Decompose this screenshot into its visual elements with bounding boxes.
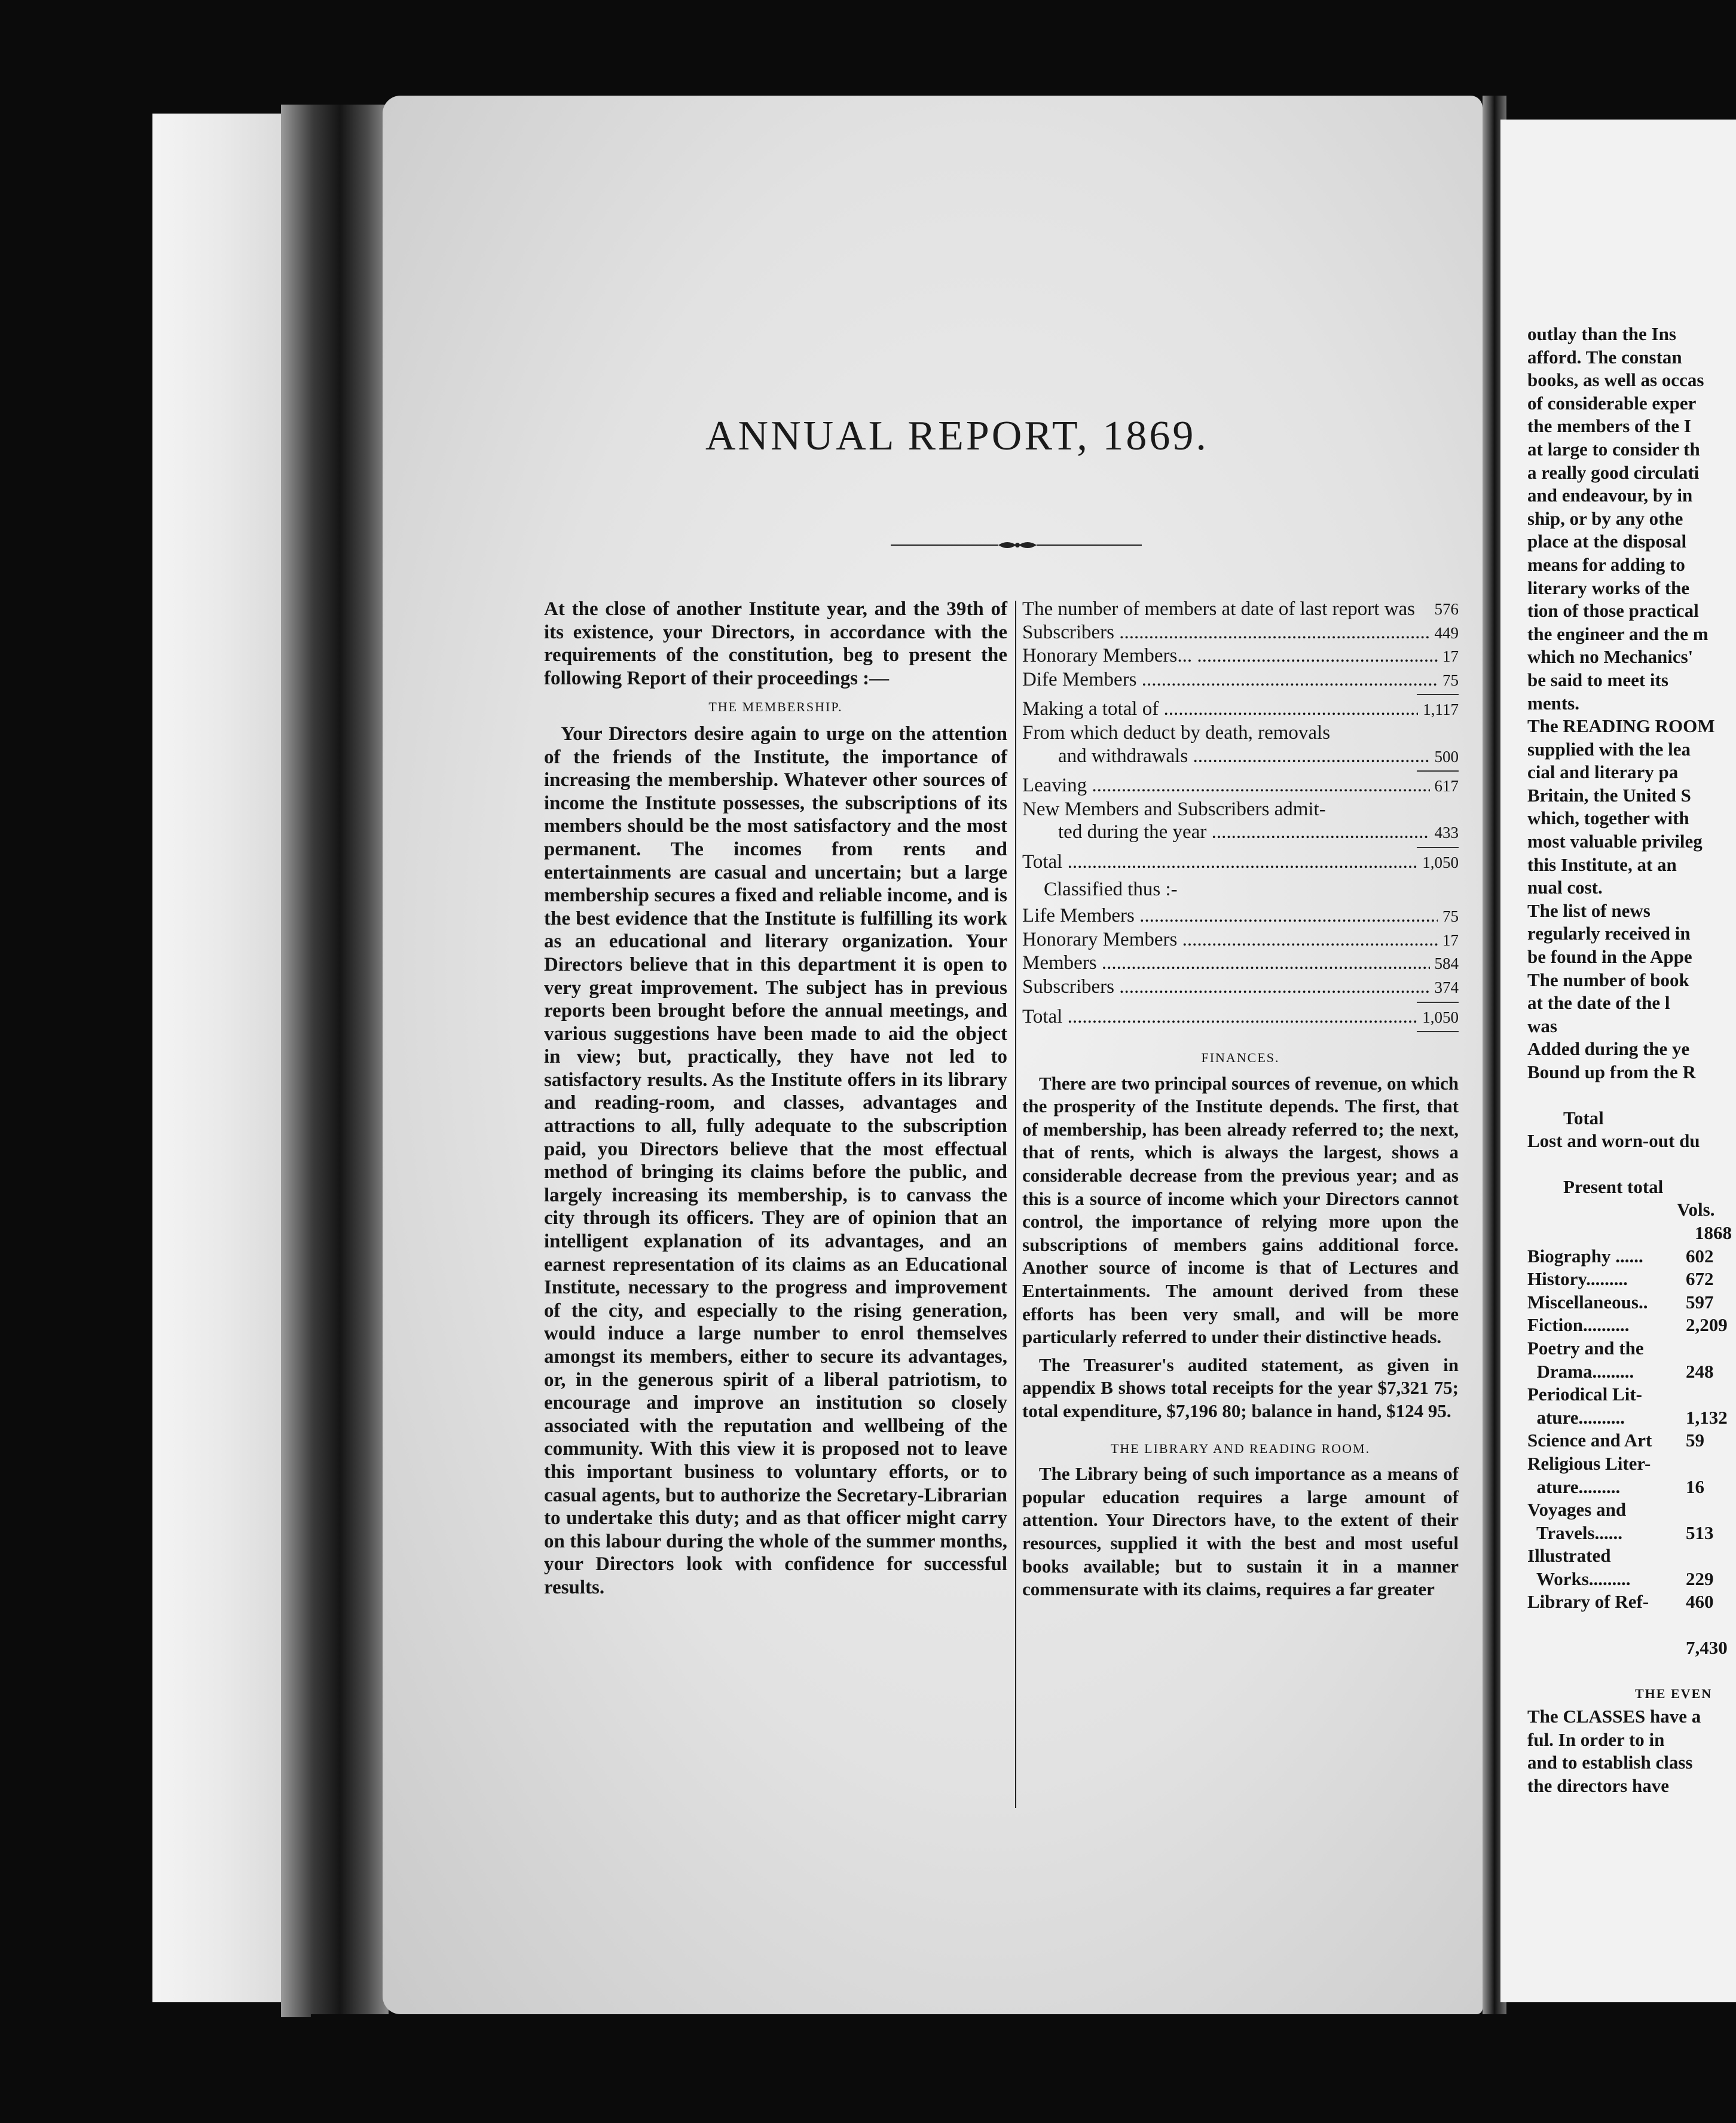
books-count: 16	[1686, 1476, 1704, 1497]
evening-line: ful. In order to in	[1527, 1729, 1665, 1750]
books-table-row	[1527, 1452, 1736, 1476]
column-divider	[1015, 601, 1016, 1808]
books-table-row	[1527, 1360, 1736, 1384]
finances-heading: FINANCES.	[1201, 1050, 1280, 1066]
right-page-line: afford. The constan	[1527, 346, 1682, 368]
books-table-row	[1527, 1314, 1736, 1337]
stat-row: Subscribers ..... 374	[1022, 975, 1459, 999]
members-last-report-value: 576	[1434, 600, 1459, 618]
right-page-line: of considerable exper	[1527, 392, 1697, 414]
books-table-row	[1527, 1268, 1736, 1291]
stat-row: Subscribers ..... 449	[1022, 621, 1459, 645]
new-members-line: New Members and Subscribers admit-	[1022, 798, 1326, 820]
membership-heading: THE MEMBERSHIP.	[708, 699, 843, 715]
books-category: Poetry and the	[1527, 1337, 1644, 1359]
books-table-row	[1527, 1383, 1736, 1406]
stat-row: Dife Members ..... 75	[1022, 668, 1459, 692]
right-page-line: was	[1527, 1015, 1557, 1036]
treasurer-paragraph: The Treasurer's audited statement, as given in appendix B shows total receipts for the year $7,321 75; total expenditure, $7,196 80; balance in hand, $124 95.	[1022, 1354, 1459, 1421]
books-category: History.........	[1527, 1268, 1628, 1290]
stat-row: Honorary Members... ..... 17	[1022, 644, 1459, 668]
books-category: ature..........	[1527, 1406, 1625, 1428]
books-category: Miscellaneous..	[1527, 1291, 1648, 1313]
right-page-line: which, together with	[1527, 807, 1689, 829]
scan-border-bottom	[311, 2014, 1736, 2123]
right-page-line: The list of news	[1527, 900, 1651, 921]
year-header: 1868	[1695, 1222, 1732, 1243]
books-category: Library of Ref-	[1527, 1591, 1649, 1613]
books-category: Biography ......	[1527, 1245, 1643, 1267]
withdrawals-row: and withdrawals ..... 500	[1022, 745, 1459, 769]
stat-row: Members ..... 584	[1022, 952, 1459, 975]
books-table-row	[1527, 1337, 1736, 1360]
right-page-line: ments.	[1527, 692, 1579, 714]
right-page-line: be said to meet its	[1527, 669, 1668, 690]
books-table-row	[1527, 1498, 1736, 1522]
books-table-row	[1527, 1568, 1736, 1591]
library-paragraph: The Library being of such importance as a means of popular education requires a large amount of attention. Your Directors have, to the extent of their resources, supplied it with the best and most useful books available; but to sustain it in a manner commensurate with its claims, requires a far greater	[1022, 1463, 1459, 1600]
total-row: Total ..... 1,050	[1022, 1005, 1459, 1029]
evening-line: The CLASSES have a	[1527, 1706, 1701, 1727]
books-category: Voyages and	[1527, 1499, 1627, 1521]
books-table-row	[1527, 1429, 1736, 1452]
deduct-line: From which deduct by death, removals	[1022, 721, 1331, 744]
sum-rule	[1417, 847, 1459, 848]
books-category: Illustrated	[1527, 1545, 1611, 1567]
books-category: Travels......	[1527, 1522, 1623, 1543]
right-page-line: this Institute, at an	[1527, 854, 1677, 875]
books-category: Works.........	[1527, 1568, 1631, 1589]
intro-paragraph: At the close of another Institute year, and the 39th of its existence, your Directors, in accordance with the requirements of the constitution, beg to present the following Report of their proceedings :—	[544, 598, 1007, 689]
leaving-row: Leaving ..... 617	[1022, 774, 1459, 798]
right-page-line: supplied with the lea	[1527, 738, 1691, 760]
stat-row: Honorary Members ..... 17	[1022, 928, 1459, 952]
membership-paragraph: Your Directors desire again to urge on the attention of the friends of the Institute, the importance of increasing the membership. Whatever other sources of income the Institute possesses, the subscriptions of its members should be the most satisfactory and the most permanent. The incomes from rents and entertainments are casual and uncertain; but a large membership secures a fixed and reliable income, and is the best evidence that the Institute is fulfilling its work as an educational and literary organization. Your Directors believe that in this department it is open to very great improvement. The subject has in previous reports been brought before the annual meetings, and various suggestions have been made to aid the object in view; but, practically, they have not led to satisfactory results. As the Institute offers in its library and reading-room, and classes, advantages and attractions to all, fully adequate to the subscription paid, you Directors believe that the most effectual method of bringing its claims before the public, and largely increasing its membership, is to canvass the city through its officers. They are of opinion that an intelligent explanation of its advantages, and an earnest representation of its claims as an Educational Institute, necessary to the progress and improvement of the city, and especially to the rising generation, would induce a large number to enrol themselves amongst its members, either to secure its advantages, or, in the generous spirit of a liberal patriotism, to encourage and improve an institution so closely associated with the reputation and wellbeing of the community. With this view it is proposed not to leave this important business to voluntary efforts, or to casual agents, but to authorize the Secretary-Librarian to undertake this duty; and as that officer might carry on this labour during the whole of the summer months, your Directors look with confidence for successful results.	[544, 723, 1007, 1598]
right-page-line: the members of the I	[1527, 415, 1691, 437]
statistics-column	[1022, 598, 1459, 1601]
books-count: 602	[1686, 1245, 1714, 1267]
right-page-line: be found in the Appe	[1527, 946, 1692, 968]
books-count: 672	[1686, 1268, 1714, 1290]
stat-row: Life Members ..... 75	[1022, 904, 1459, 928]
books-table-row	[1527, 1590, 1736, 1614]
library-heading: THE LIBRARY AND READING ROOM.	[1110, 1440, 1371, 1456]
right-page-line: place at the disposal	[1527, 531, 1687, 552]
evening-lines	[1527, 1705, 1736, 1797]
evening-line: the directors have	[1527, 1775, 1670, 1797]
title-ornament	[891, 539, 1142, 551]
books-category: Drama.........	[1527, 1360, 1634, 1382]
sum-rule	[1417, 694, 1459, 695]
sum-rule	[1417, 1031, 1459, 1032]
books-table	[1527, 1245, 1736, 1614]
books-table-row	[1527, 1245, 1736, 1268]
vols-header: Vols.	[1677, 1199, 1715, 1220]
books-category: ature.........	[1527, 1476, 1621, 1497]
books-category: Periodical Lit-	[1527, 1384, 1642, 1405]
books-count: 513	[1686, 1522, 1714, 1543]
finances-paragraph: There are two principal sources of revenue, on which the prosperity of the Institute depends. The first, that of membership, has been already referred to; the next, that of rents, which is always the largest, shows a considerable decrease from the previous year; and as this is a source of income which your Directors cannot control, the importance of relying more upon the subscriptions of members gains additional force. Another source of income is that of Lectures and Entertainments. The amount derived from these efforts has been very small, and will be more particularly referred to under their distinctive heads.	[1022, 1072, 1459, 1348]
books-table-row	[1527, 1406, 1736, 1430]
book-page-edges	[281, 105, 389, 2017]
books-table-row	[1527, 1476, 1736, 1499]
books-count: 248	[1686, 1360, 1714, 1382]
evening-classes-heading: THE EVEN	[1635, 1685, 1713, 1701]
members-last-report-row	[1022, 598, 1459, 621]
new-members-row: ted during the year ..... 433	[1022, 821, 1459, 845]
right-page-line: which no Mechanics'	[1527, 646, 1694, 668]
books-category: Science and Art	[1527, 1430, 1652, 1451]
grand-total: 7,430	[1686, 1637, 1728, 1659]
right-page-line: outlay than the Ins	[1527, 323, 1676, 344]
books-table-row	[1527, 1291, 1736, 1314]
books-count: 1,132	[1686, 1406, 1728, 1428]
books-category: Religious Liter-	[1527, 1452, 1651, 1474]
right-page-line: the engineer and the m	[1527, 623, 1709, 644]
sum-rule	[1417, 770, 1459, 772]
right-page-line: ship, or by any othe	[1527, 507, 1683, 529]
books-count: 2,209	[1686, 1314, 1728, 1336]
books-count: 229	[1686, 1568, 1714, 1589]
right-page-line: and endeavour, by in	[1527, 485, 1693, 506]
right-page-line: means for adding to	[1527, 553, 1685, 575]
lost-worn-line: Lost and worn-out du	[1527, 1130, 1700, 1152]
members-last-report-label: The number of members at date of last report was	[1022, 598, 1416, 620]
books-table-row	[1527, 1522, 1736, 1545]
right-page-line: The READING ROOM	[1527, 715, 1715, 737]
right-page-line: tion of those practical	[1527, 600, 1699, 622]
books-table-row	[1527, 1544, 1736, 1568]
page-title: ANNUAL REPORT, 1869.	[705, 413, 1209, 459]
right-page-line: Added during the ye	[1527, 1038, 1690, 1060]
right-page-line: cial and literary pa	[1527, 761, 1679, 783]
right-page-line: at large to consider th	[1527, 438, 1700, 460]
total-row: Total ..... 1,050	[1022, 851, 1459, 874]
right-page-column	[1527, 323, 1736, 1798]
right-page-line: nual cost.	[1527, 877, 1603, 898]
books-count: 597	[1686, 1291, 1714, 1313]
right-page-line: Bound up from the R	[1527, 1062, 1696, 1082]
books-count: 59	[1686, 1430, 1704, 1451]
making-total-row: Making a total of ..... 1,117	[1022, 698, 1459, 721]
books-total-line: Total	[1563, 1107, 1604, 1128]
right-page-line: most valuable privileg	[1527, 831, 1703, 852]
right-page-line: a really good circulati	[1527, 461, 1700, 483]
right-page-line: The number of book	[1527, 969, 1689, 990]
right-page-line: regularly received in	[1527, 923, 1691, 944]
right-page-line: Britain, the United S	[1527, 784, 1691, 806]
right-page-line: literary works of the	[1527, 577, 1690, 598]
right-page-lines	[1527, 323, 1736, 1084]
books-category: Fiction..........	[1527, 1314, 1630, 1336]
books-count: 460	[1686, 1591, 1714, 1613]
membership-column	[544, 598, 1007, 1599]
evening-line: and to establish class	[1527, 1752, 1693, 1773]
sum-rule	[1417, 1002, 1459, 1003]
present-total-line: Present total	[1563, 1176, 1664, 1197]
right-page-line: books, as well as occas	[1527, 369, 1704, 391]
right-page-line: at the date of the l	[1527, 992, 1670, 1014]
classified-label: Classified thus :-	[1044, 878, 1178, 900]
